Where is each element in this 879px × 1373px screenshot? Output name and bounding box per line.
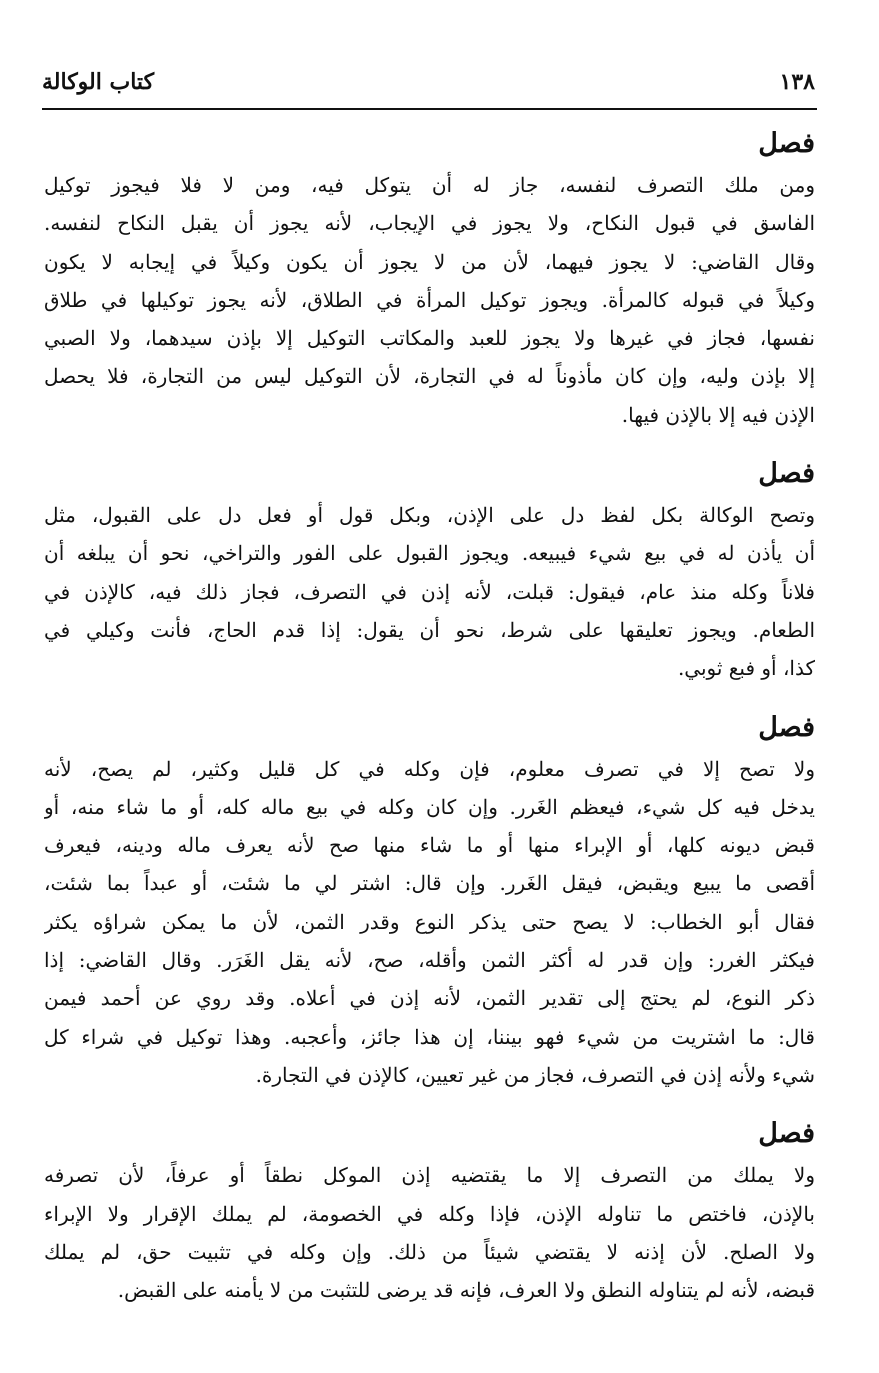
text-line: فيكثر الغرر: وإن قدر له أكثر الثمن وأقله، صح، لأنه يقل الغَرَر. وقال القاضي: إذا xyxy=(44,948,815,973)
section-3 xyxy=(44,708,815,1095)
text-line: قبض ديونه كلها، أو الإبراء منها أو ما شاء منها صح لأنه يعرف ماله ودينه، فيعرف xyxy=(44,833,815,858)
text-line: أن يأذن له في بيع شيء فيبيعه. ويجوز القبول على الفور والتراخي، نحو أن يبلغه أن xyxy=(44,541,815,566)
running-header xyxy=(42,62,815,102)
text-line: نفسها، فجاز في غيرها ولا يجوز للعبد والمكاتب التوكيل إلا بإذن سيدهما، ولا الصبي xyxy=(44,326,815,351)
text-line: الفاسق في قبول النكاح، ولا يجوز في الإيجاب، لأنه يجوز أن يقبل النكاح لنفسه. xyxy=(44,211,815,236)
text-line: الإذن فيه إلا بالإذن فيها. xyxy=(621,402,815,427)
text-line: ولا الصلح. لأن إذنه لا يقتضي شيئاً من ذلك. وإن وكله في تثبيت حق، لم يملك xyxy=(44,1239,815,1264)
text-line: يدخل فيه كل شيء، فيعظم الغَرر. وإن كان وكله في بيع ماله كله، أو ما شاء منه، أو xyxy=(44,794,815,819)
text-line: وكيلاً في قبوله كالمرأة. ويجوز توكيل المرأة في الطلاق، لأنه يجوز توكيلها في طلاق xyxy=(44,287,815,312)
book-title: كتاب الوكالة xyxy=(42,69,155,95)
section-2 xyxy=(44,454,815,687)
section-heading: فصل xyxy=(758,711,815,743)
page-body xyxy=(44,124,815,1309)
section-4 xyxy=(44,1114,815,1309)
section-heading: فصل xyxy=(758,1118,815,1150)
text-line: ومن ملك التصرف لنفسه، جاز له أن يتوكل فيه، ومن لا فلا فيجوز توكيل xyxy=(44,173,815,197)
section-1 xyxy=(44,124,815,434)
text-line: ذكر النوع، لم يحتج إلى تقدير الثمن، لأنه إذن في أعلاه. وقد روي عن أحمد فيمن xyxy=(44,986,815,1011)
text-line: شيء ولأنه إذن في التصرف، فجاز من غير تعيين، كالإذن في التجارة. xyxy=(255,1062,815,1087)
header-rule xyxy=(42,108,817,110)
text-line: بالإذن، فاختص ما تناوله الإذن، فإذا وكله في الخصومة، لم يملك الإقرار ولا الإبراء xyxy=(44,1201,815,1226)
text-line: فقال أبو الخطاب: لا يصح حتى يذكر النوع وقدر الثمن، لأن ما يمكن شراؤه يكثر xyxy=(44,909,815,934)
text-line: قبضه، لأنه لم يتناوله النطق ولا العرف، فإنه قد يرضى للتثبت من لا يأمنه على القبض. xyxy=(117,1278,815,1303)
text-line: كذا، أو فبع ثوبي. xyxy=(677,656,815,681)
text-line: وقال القاضي: لا يجوز فيهما، لأن من لا يجوز أن يكون وكيلاً في إيجابه لا يكون xyxy=(44,249,815,274)
text-line: قال: ما اشتريت من شيء فهو بيننا، إن هذا جائز، وأعجبه. وهذا توكيل في شراء كل xyxy=(44,1024,815,1049)
text-line: الطعام. ويجوز تعليقها على شرط، نحو أن يقول: إذا قدم الحاج، فأنت وكيلي في xyxy=(44,617,815,642)
text-line: فلاناً وكله منذ عام، فيقول: قبلت، لأنه إذن في التصرف، فجاز ذلك فيه، كالإذن في xyxy=(44,579,815,604)
section-heading: فصل xyxy=(758,458,815,490)
text-line: أقصى ما يبيع ويقبض، فيقل الغَرر. وإن قال: اشتر لي ما شئت، أو عبداً بما شئت، xyxy=(44,871,815,896)
page-number: ١٣٨ xyxy=(779,69,815,95)
section-heading: فصل xyxy=(758,128,815,159)
text-line: وتصح الوكالة بكل لفظ دل على الإذن، وبكل قول أو فعل دل على القبول، مثل xyxy=(44,503,815,528)
text-line: إلا بإذن وليه، وإن كان مأذوناً له في التجارة، لأن التوكيل ليس من التجارة، فلا يحصل xyxy=(44,364,815,389)
text-line: ولا تصح إلا في تصرف معلوم، فإن وكله في كل قليل وكثير، لم يصح، لأنه xyxy=(44,756,815,781)
text-line: ولا يملك من التصرف إلا ما يقتضيه إذن الموكل نطقاً أو عرفاً، لأن تصرفه xyxy=(44,1163,815,1188)
